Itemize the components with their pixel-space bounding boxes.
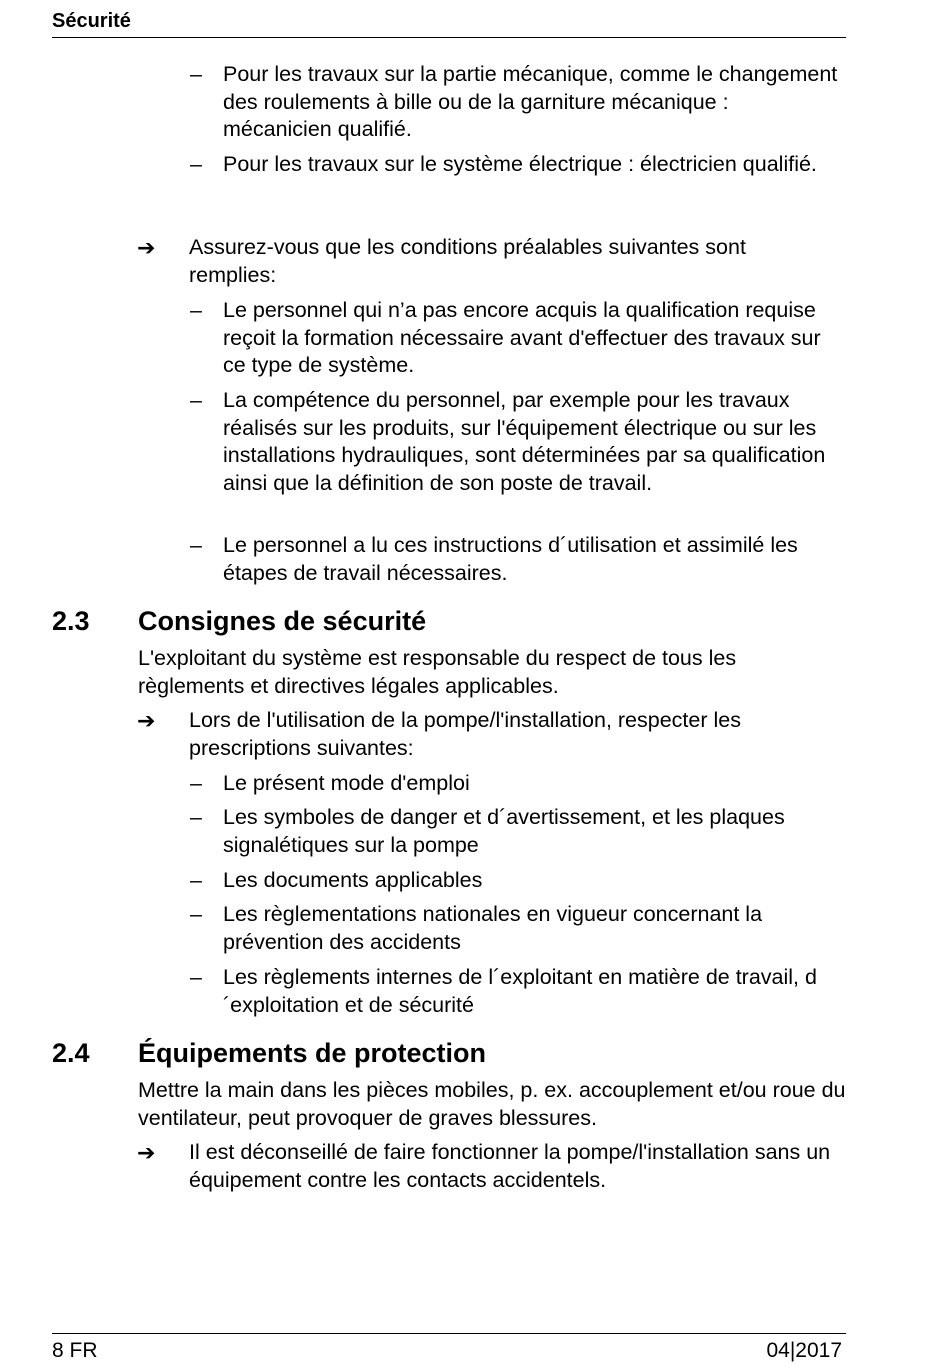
- section-title: Équipements de protection: [138, 1038, 487, 1068]
- header-title: Sécurité: [52, 10, 131, 32]
- dash-bullet: –: [190, 902, 202, 926]
- list-item: Les règlementations nationales en vigueur concernant la prévention des accidents: [223, 902, 763, 954]
- document-date: 04|2017: [766, 1339, 842, 1362]
- list-item: Pour les travaux sur le système électrique : électricien qualifié.: [223, 152, 817, 176]
- section-body: Mettre la main dans les pièces mobiles, p. ex. accouplement et/ou roue du ventilateur, peut provoquer de graves blessures.: [138, 1078, 846, 1130]
- arrow-icon: ➔: [137, 708, 156, 733]
- page-header: [52, 6, 846, 38]
- list-item: Le personnel qui n’a pas encore acquis la qualification requise reçoit la formation nécessaire avant d'effectuer des travaux sur ce type de système.: [223, 298, 821, 377]
- list-item: La compétence du personnel, par exemple pour les travaux réalisés sur les produits, sur l'équipement électrique ou sur les installations hydrauliques, sont déterminées par sa qualification ainsi que la définition de son poste de travail.: [223, 388, 826, 495]
- dash-bullet: –: [190, 388, 202, 412]
- list-item: Le personnel a lu ces instructions d´utilisation et assimilé les étapes de travail nécessaires.: [223, 533, 798, 585]
- list-item: Les documents applicables: [223, 868, 483, 892]
- page-number: 8 FR: [52, 1339, 98, 1362]
- dash-bullet: –: [190, 298, 202, 322]
- page-footer: [52, 1333, 846, 1368]
- instruction-text: Lors de l'utilisation de la pompe/l'installation, respecter les prescriptions suivantes:: [189, 708, 741, 760]
- instruction-text: Assurez-vous que les conditions préalables suivantes sont remplies:: [189, 235, 746, 287]
- section-title: Consignes de sécurité: [138, 606, 427, 636]
- dash-bullet: –: [190, 62, 202, 86]
- section-number: 2.3: [52, 606, 90, 636]
- dash-bullet: –: [190, 771, 202, 795]
- dash-bullet: –: [190, 533, 202, 557]
- list-item: Les symboles de danger et d´avertissement, et les plaques signalétiques sur la pompe: [223, 805, 785, 857]
- section-number: 2.4: [52, 1038, 90, 1068]
- section-body: L'exploitant du système est responsable du respect de tous les règlements et directives légales applicables.: [138, 646, 737, 698]
- instruction-text: Il est déconseillé de faire fonctionner la pompe/l'installation sans un équipement contre les contacts accidentels.: [189, 1140, 831, 1192]
- dash-bullet: –: [190, 152, 202, 176]
- list-item: Les règlements internes de l´exploitant en matière de travail, d´exploitation et de sécurité: [223, 965, 817, 1017]
- dash-bullet: –: [190, 805, 202, 829]
- arrow-icon: ➔: [137, 235, 156, 260]
- dash-bullet: –: [190, 868, 202, 892]
- dash-bullet: –: [190, 965, 202, 989]
- arrow-icon: ➔: [137, 1140, 156, 1165]
- list-item: Pour les travaux sur la partie mécanique, comme le changement des roulements à bille ou de la garniture mécanique : mécanicien qualifié.: [223, 62, 838, 141]
- list-item: Le présent mode d'emploi: [223, 771, 470, 795]
